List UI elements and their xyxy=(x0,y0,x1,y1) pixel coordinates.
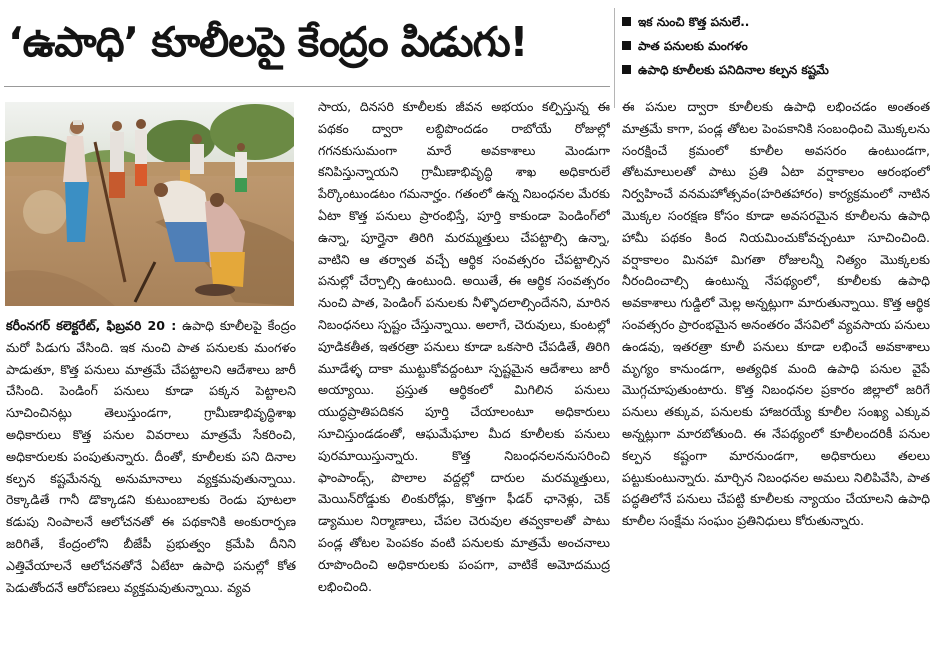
column-1-text: ఉపాధి కూలీలపై కేంద్రం మరో పిడుగు వేసింది. ఇక నుంచి పాత పనులకు మంగళం పాడుతూ, కొత్త పనులు మాత్రమే చేపట్టాలని ఆదేశాలు జారీ చేసింది. పెండింగ్ పనులు కూడా పక్కన పెట్టాలని సూచించినట్లు తెలుస్తుండగా, గ్రామీణాభివృద్ధిశాఖ అధికారులు కొత్త పనుల వివరాలు మాత్రమే సేకరించి, అధికారులకు పంపుతున్నారు. దీంతో, కూలీలకు పని దినాల కల్పన కష్టమేనన్న అనుమానాలు వ్యక్తమవుతున్నాయి. రెక్కాడితే గానీ డొక్కాడని కుటుంబాలకు రెండు పూటలా కడుపు నింపాలనే ఆలోచనతో ఈ పథకానికి అంకురార్పణ జరిగితే, కేంద్రంలోని బీజేపీ ప్రభుత్వం క్రమేపి దీనిని ఎత్తివేయాలనే ఆలోచనతోనే ఏటేటా ఉపాధి పనుల్లో కోత పెడుతోందనే ఆరోపణలు వ్యక్తమవుతున్నాయి. వ్యవ xyxy=(6,318,296,595)
square-bullet-icon xyxy=(622,41,631,50)
column-2-text: సాయ, దినసరి కూలీలకు జీవన అభయం కల్పిస్తున్న ఈ పథకం ద్వారా లబ్ధిపొందడం రాబోయే రోజుల్లో గగనకుసుమంగా మారే అవకాశాలు మెండుగా కనిపిస్తున్నాయని గ్రామీణాభివృద్ధి శాఖ అధికారులే పేర్కొంటుండటం గమనార్హం. గతంలో ఉన్న నిబంధనల మేరకు ఏటా కొత్త పనులు ప్రారంభిస్తే, పూర్తి కాకుండా పెండింగ్‌లో ఉన్నా, పూర్తైనా తిరిగి మరమ్మత్తులు చేపట్టాల్సి ఉన్నా, వాటిని ఆ తర్వాత వచ్చే ఆర్థిక సంవత్సరం చేపట్టాల్సిన పనుల్లో చేర్చాల్సి ఉంటుంది. అయితే, ఈ ఆర్థిక సంవత్సరం నుంచి పాత, పెండింగ్ పనులకు నీళ్ళొదలాల్సిందేనని, మారిన నిబంధనలు స్పష్టం చేస్తున్నాయి. అలాగే, చెరువులు, కుంటల్లో పూడికతీత, ఇతరత్రా పనులు కూడా ఒకసారి చేపడితే, తిరిగి మూడేళ్ళ దాకా ముట్టుకోవద్దంటూ స్పష్టమైన ఆదేశాలు జారీ అయ్యాయి. ప్రస్తుత ఆర్థికంలో మిగిలిన పనులు యుద్ధప్రాతిపదికన పూర్తి చేయాలంటూ అధికారులు సూచిస్తుండడంతో, ఆఘమేఘాల మీద కూలీలకు పనులు పురమాయిస్తున్నారు. కొత్త నిబంధనలననుసరించి ఫాంపాండ్స్, పొలాల వద్దల్లో దారుల మరమ్మత్తులు, మెయిన్‌రోడ్డుకు లింకురోడ్లు, కొత్తగా ఫీడర్ ఛానెళ్లు, చెక్ డ్యాముల నిర్మాణాలు, చేపల చెరువుల తవ్వకాలతో పాటు పండ్ల తోటల పెంపకం వంటి పనులకు మాత్రమే అంచనాలు రూపొందించి అధికారులకు పంపగా, వాటికే అమోదముద్ర లభించింది. xyxy=(318,99,610,594)
highlights-list xyxy=(622,10,930,82)
article-column-3 xyxy=(622,96,930,662)
headline: ‘ఉపాధి’ కూలీలపై కేంద్రం పిడుగు! xyxy=(8,18,528,66)
square-bullet-icon xyxy=(622,65,631,74)
dateline: కరీంనగర్ కలెక్టరేట్, ఫిబ్రవరి 20 : xyxy=(6,318,177,333)
article-column-2 xyxy=(318,96,610,662)
highlight-item: ఇక నుంచి కొత్త పనులే.. xyxy=(622,10,930,34)
highlight-item: ఉపాధి కూలీలకు పనిదినాల కల్పన కష్టమే xyxy=(622,58,930,82)
square-bullet-icon xyxy=(622,17,631,26)
column-3-text: ఈ పనుల ద్వారా కూలీలకు ఉపాధి లభించడం అంతంత మాత్రమే కాగా, పండ్ల తోటల పెంపకానికి సంబంధించి మొక్కలను సంరక్షించే క్రమంలో కూలీల అవసరం ఉంటుండగా, తోటమాలులతో పాటు ప్రతి ఏటా వర్షాకాలం ఆరంభంలో నిర్వహించే వనమహోత్సవం(హరితహారం) కార్యక్రమంలో నాటిన మొక్కల సంరక్షణ కోసం కూడా అవసరమైన కూలీలను ఉపాధి హామీ పథకం కింద నియమించుకోవచ్చంటూ సూచించింది. వర్షాకాలం మినహా మిగతా రోజులన్నీ నిత్యం మొక్కలకు నీరందించాల్సి ఉంటున్న నేపథ్యంలో, కూలీలకు ఉపాధి అవకాశాలు గుడ్డిలో మెల్ల అన్నట్లుగా మారుతున్నాయి. కొత్త ఆర్థిక సంవత్సరం ప్రారంభమైన అనంతరం వేసవిలో వ్యవసాయ పనులు ఉండవు, ఇతరత్రా కూలీ పనులు కూడా లభించే అవకాశాలు మృగ్యం కానుండగా, అత్యధిక మంది ఉపాధి పనుల వైపే మొగ్గచూపుతుంటారు. కొత్త నిబంధనల ప్రకారం జిల్లాలో జరిగే పనులు తక్కువ, పనులకు హాజరయ్యే కూలీల సంఖ్య ఎక్కువ అన్నట్లుగా మారబోతుంది. ఈ నేపథ్యంలో కూలీలందరికీ పనుల కల్పన కష్టంగా మారనుండగా, అధికారులు తలలు పట్టుకుంటున్నారు. మార్చిన నిబంధనల అమలు నిలిపివేసి, పాత పద్ధతిలోనే పనులు చేపట్టి కూలీలకు న్యాయం చేయాలని ఉపాధి కూలీల సంక్షేమ సంఘం ప్రతినిధులు కోరుతున్నారు. xyxy=(622,99,930,529)
highlight-item: పాత పనులకు మంగళం xyxy=(622,34,930,58)
article-column-1 xyxy=(6,315,296,661)
column-divider xyxy=(614,8,615,108)
headline-divider xyxy=(4,86,610,87)
news-photo xyxy=(5,102,294,306)
